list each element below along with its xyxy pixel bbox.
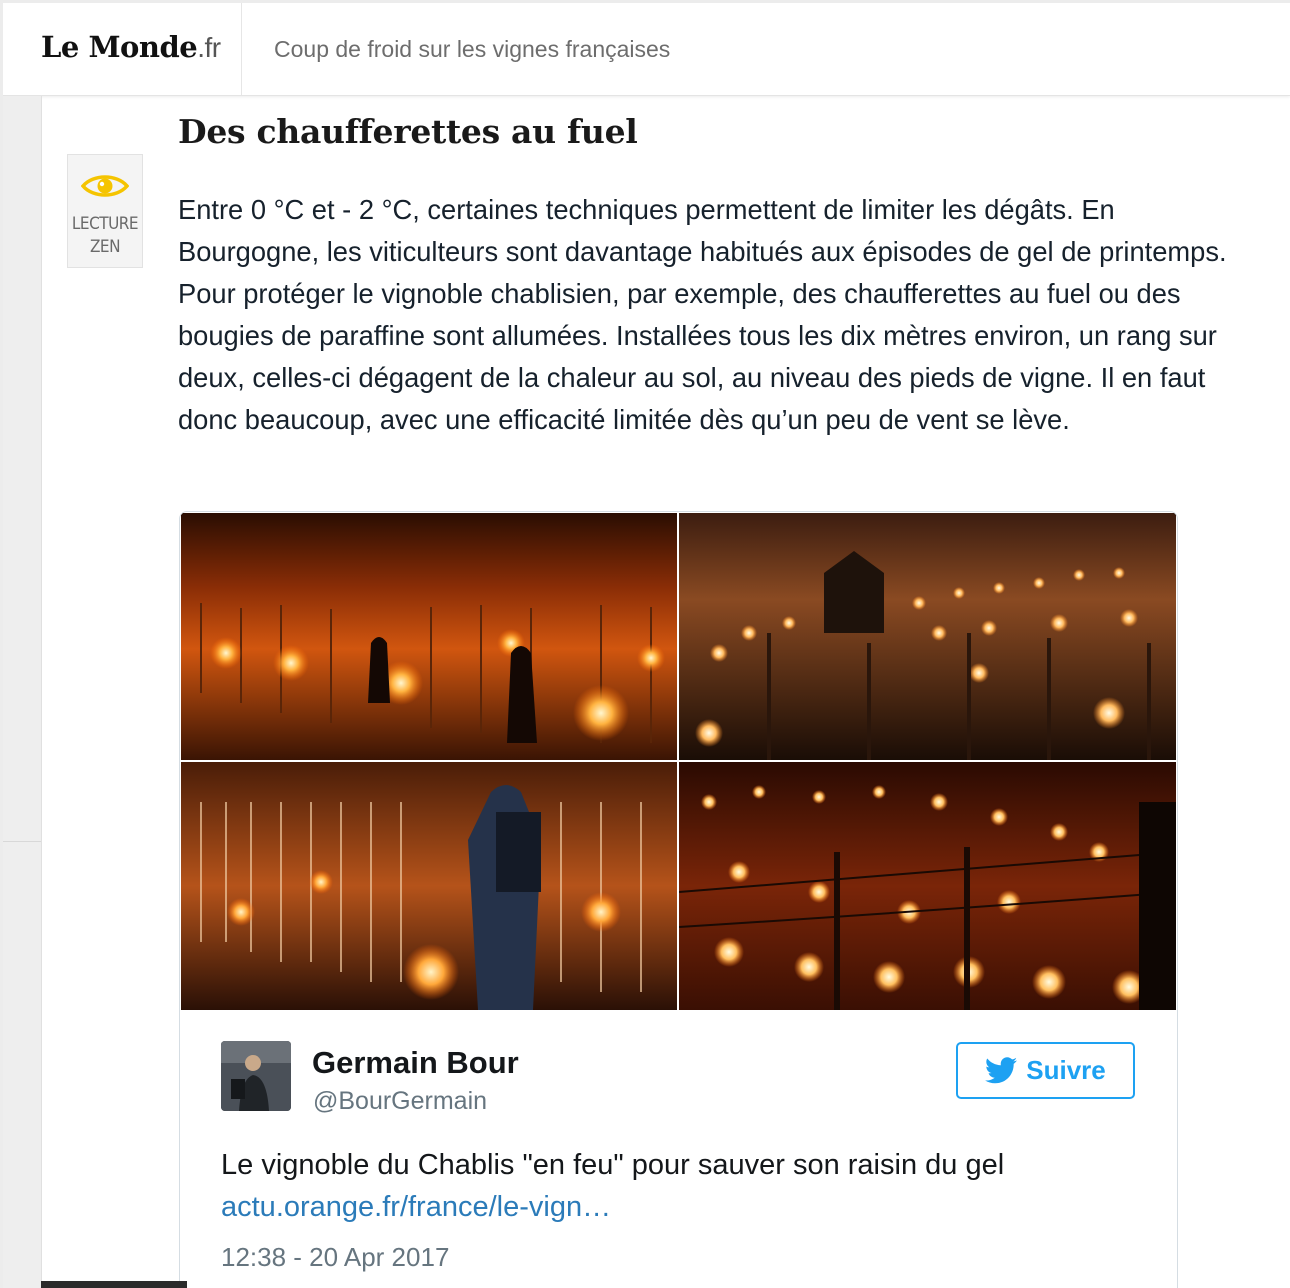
left-rail xyxy=(3,96,42,1288)
logo-area[interactable] xyxy=(3,3,242,95)
rail-divider xyxy=(3,841,41,842)
tweet-link[interactable]: actu.orange.fr/france/le-vign… xyxy=(221,1191,612,1223)
follow-button[interactable] xyxy=(956,1042,1135,1099)
vineyard-candles-photo-2[interactable] xyxy=(679,513,1176,760)
author-handle[interactable]: @BourGermain xyxy=(313,1087,488,1115)
lecture-zen-button[interactable] xyxy=(67,154,143,268)
vineyard-worker-photo-3[interactable] xyxy=(181,762,677,1010)
embedded-tweet[interactable] xyxy=(179,511,1178,1288)
author-name[interactable]: Germain Bour xyxy=(312,1045,519,1080)
page xyxy=(3,3,1290,1288)
twitter-bird-icon xyxy=(985,1057,1017,1084)
lecture-zen-label: LECTURE ZEN xyxy=(71,214,139,257)
article-paragraph: Entre 0 °C et - 2 °C, certaines techniques permettent de limiter les dégâts. En Bourgogne, les viticulteurs sont davantage habitués aux épisodes de gel de printemps. Pour protéger le vignoble chablisien, par exemple, des chaufferettes au fuel ou des bougies de paraffine sont allumées. Installées tous les dix mètres environ, un rang sur deux, celles-ci dégagent de la chaleur au sol, au niveau des pieds de vigne. Il en faut donc beaucoup, avec une efficacité limitée dès qu’un peu de vent se lève. xyxy=(178,194,1227,435)
page-title: Coup de froid sur les vignes françaises xyxy=(274,36,671,62)
eye-icon xyxy=(81,172,129,200)
author-avatar[interactable] xyxy=(221,1041,291,1111)
follow-label: Suivre xyxy=(1026,1055,1106,1085)
tweet-text: Le vignoble du Chablis "en feu" pour sauver son raisin du gel xyxy=(221,1149,1005,1181)
le-monde-logo[interactable]: Le Monde.fr xyxy=(41,30,221,64)
section-heading: Des chaufferettes au fuel xyxy=(178,112,638,151)
bottom-scroll-indicator xyxy=(41,1281,187,1288)
header xyxy=(3,3,1290,96)
vineyard-fires-photo-1[interactable] xyxy=(181,513,677,760)
vineyard-lights-photo-4[interactable] xyxy=(679,762,1176,1010)
tweet-timestamp[interactable]: 12:38 - 20 Apr 2017 xyxy=(221,1242,450,1272)
